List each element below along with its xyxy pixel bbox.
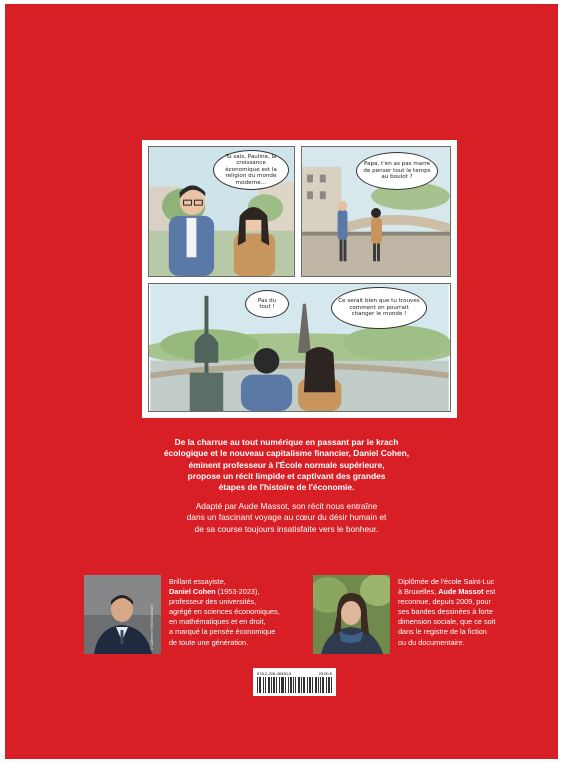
pitch-line: éminent professeur à l'École normale supérieure,	[188, 459, 385, 470]
barcode-label	[253, 668, 336, 696]
adaptation-line: dans un fascinant voyage au cœur du désir humain et	[186, 512, 387, 523]
daniel-cohen-bio	[169, 577, 299, 648]
adaptation-line: Adapté par Aude Massot, son récit nous entraîne	[195, 501, 378, 511]
speech-bubble-2: Papa, t'en as pas marre de penser tout le temps au boulot ?	[356, 152, 438, 190]
speech-bubble-3: Pas du tout !	[245, 290, 289, 318]
book-pitch	[145, 437, 428, 493]
author-years: (1953-2023),	[215, 587, 260, 597]
bio-line: dimension sociale, que ce soit	[398, 617, 496, 627]
bio-line: a marqué la pensée économique	[169, 627, 276, 637]
aude-massot-bio	[398, 577, 513, 648]
bio-line: agrégé en sciences économiques,	[169, 607, 280, 617]
pitch-line: De la charrue au tout numérique en passant par le krach	[174, 437, 399, 447]
bio-line: à Bruxelles,	[398, 587, 439, 597]
adaptation-line: de sa course toujours insatisfaite vers le bonheur.	[194, 523, 379, 534]
bio-line: dans le registre de la fiction	[398, 627, 487, 637]
bio-line: Diplômée de l'école Saint-Luc	[398, 577, 495, 586]
aude-massot-photo	[313, 575, 390, 654]
barcode-icon	[257, 677, 332, 693]
bio-line: en mathématiques et en droit,	[169, 617, 266, 627]
author-name: Daniel Cohen	[169, 587, 216, 597]
comic-panel-1	[148, 146, 295, 277]
bio-line: reconnue, depuis 2009, pour	[398, 597, 491, 607]
photo-credit: © Catherine Hélie/Gallimard	[150, 605, 154, 650]
comic-panel-3	[148, 283, 451, 412]
bio-line: Brillant essayiste,	[169, 577, 226, 586]
bio-line: ses bandes dessinées à forte	[398, 607, 493, 617]
pitch-line: écologique et le nouveau capitalisme financier, Daniel Cohen,	[163, 448, 410, 459]
pitch-line: propose un récit limpide et captivant des grandes	[187, 470, 386, 481]
comic-strip	[142, 140, 457, 418]
bio-line: ou du documentaire.	[398, 637, 465, 647]
price-text: 23,90 €	[318, 671, 332, 676]
speech-bubble-4: Ce serait bien que tu trouves comment on pourrait changer le monde !	[331, 287, 427, 329]
pitch-line: étapes de l'histoire de l'économie.	[218, 482, 355, 493]
bio-line: est	[483, 587, 496, 597]
isbn-text: 978-2-226-49330-4	[257, 671, 292, 676]
bio-line: de toute une génération.	[169, 637, 249, 647]
bio-line: professeur des universités,	[169, 597, 257, 607]
author-name: Aude Massot	[438, 587, 484, 597]
adaptation-text	[143, 501, 430, 535]
comic-panel-2	[301, 146, 451, 277]
speech-bubble-1: Tu sais, Pauline, la croissance économique est la religion du monde moderne…	[213, 150, 289, 190]
